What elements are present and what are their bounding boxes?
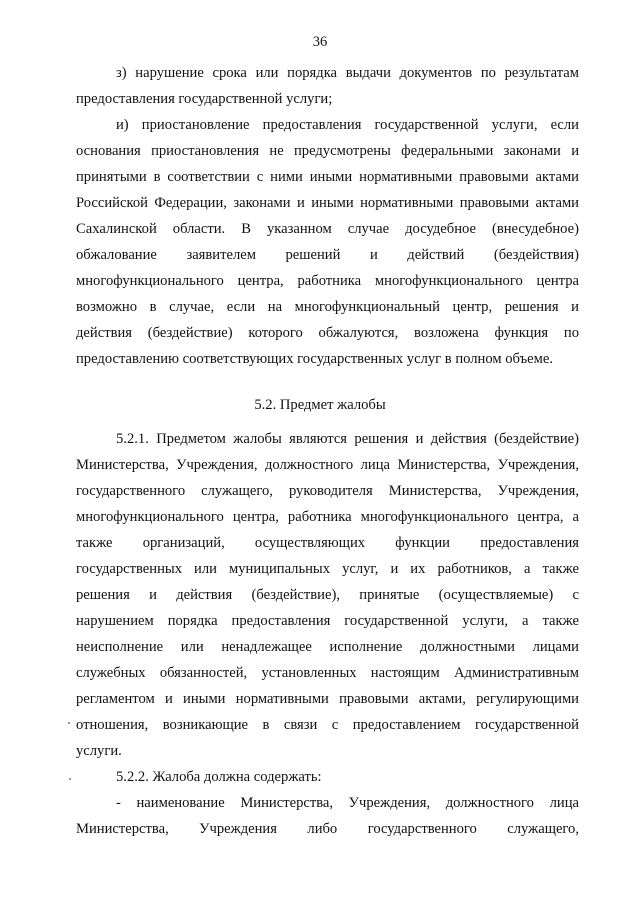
text-line: 5.2.1. Предметом жалобы являются решения и действия (бездействие) (116, 431, 579, 447)
text-line: государственных или муниципальных услуг, и их работников, а также (76, 561, 579, 577)
text-line: Министерства, Учреждения, должностного лица Министерства, Учреждения, (76, 457, 579, 473)
text-line: предоставлению соответствующих государственных услуг в полном объеме. (76, 351, 553, 367)
text-line: Министерства, Учреждения либо государственного служащего, (76, 821, 579, 837)
text-line: принятыми в соответствии с ними иными нормативными правовыми актами (76, 169, 579, 185)
text-line: отношения, возникающие в связи с предоставлением государственной (76, 717, 579, 733)
text-line: возможно в случае, если на многофункциональный центр, решения и (76, 299, 579, 315)
text-line: действия (бездействие) которого обжалуются, возложена функция по (76, 325, 579, 341)
text-line: з) нарушение срока или порядка выдачи документов по результатам (116, 65, 579, 81)
text-line: неисполнение или ненадлежащее исполнение должностными лицами (76, 639, 579, 655)
text-line: и) приостановление предоставления государственной услуги, если (116, 117, 579, 133)
text-line: нарушением порядка предоставления государственной услуги, а также (76, 613, 579, 629)
scan-speck (68, 722, 70, 724)
text-line: услуги. (76, 743, 122, 759)
text-line: также организаций, осуществляющих функции предоставления (76, 535, 579, 551)
text-line: предоставления государственной услуги; (76, 91, 333, 107)
text-line: государственного служащего, руководителя Министерства, Учреждения, (76, 483, 579, 499)
scan-speck (69, 778, 71, 780)
text-line: решения и действия (бездействие), принятые (осуществляемые) с (76, 587, 579, 603)
text-line: служебных обязанностей, установленных настоящим Административным (76, 665, 579, 681)
text-line: обжалование заявителем решений и действий (бездействия) (76, 247, 579, 263)
text-line: многофункционального центра, работника многофункционального центра (76, 273, 579, 289)
text-line: регламентом и иными нормативными правовыми актами, регулирующими (76, 691, 579, 707)
text-line: 5.2.2. Жалоба должна содержать: (116, 769, 322, 785)
text-line: Сахалинской области. В указанном случае досудебное (внесудебное) (76, 221, 579, 237)
text-line: - наименование Министерства, Учреждения, должностного лица (116, 795, 579, 811)
page-number: 36 (312, 34, 328, 50)
text-line: многофункционального центра, работника многофункционального центра, а (76, 509, 579, 525)
text-line: Российской Федерации, законами и иными нормативными правовыми актами (76, 195, 579, 211)
text-line: основания приостановления не предусмотрены федеральными законами и (76, 143, 579, 159)
section-heading: 5.2. Предмет жалобы (254, 397, 386, 413)
